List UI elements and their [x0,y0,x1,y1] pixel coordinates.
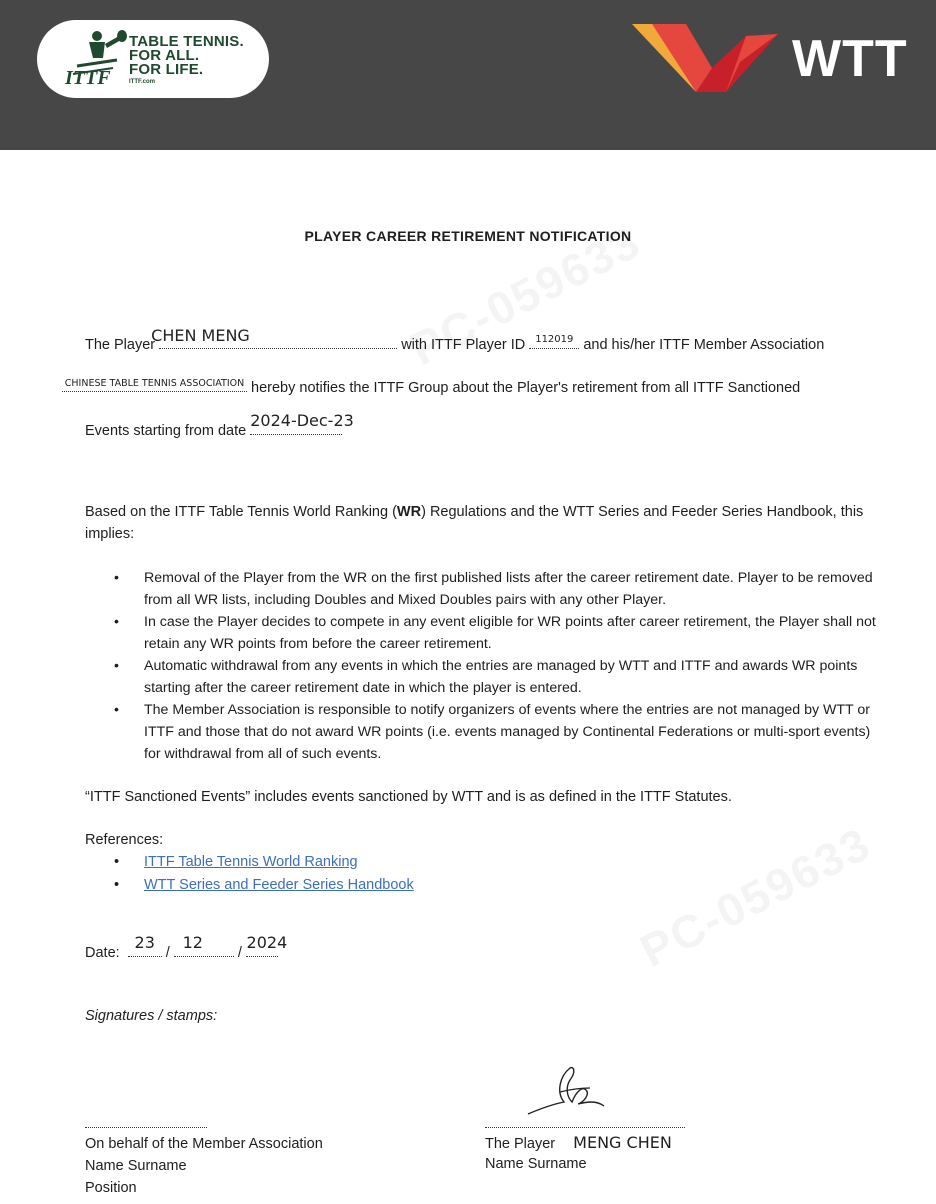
definition-paragraph: “ITTF Sanctioned Events” includes events sanctioned by WTT and is as defined in the ITTF Statutes. [85,789,732,805]
document-title: PLAYER CAREER RETIREMENT NOTIFICATION [304,228,632,244]
date-from-value: 2024-Dec-23 [250,411,354,430]
intro-abbr: WR [396,504,422,520]
link-series-handbook[interactable]: WTT Series and Feeder Series Handbook [144,877,414,893]
association-signature-block [85,1133,445,1199]
reference-item: • WTT Series and Feeder Series Handbook [114,877,414,893]
date-year-value: 2024 [246,933,288,952]
association-value: CHINESE TABLE TENNIS ASSOCIATION [64,378,245,389]
list-item: • Automatic withdrawal from any events in which the entries are managed by WTT and ITTF and awards WR points starting after the career retirement date in which the player is entered. [114,658,858,696]
implications-list [85,567,885,765]
wtt-chevron-icon [630,22,780,94]
list-item: • Removal of the Player from the WR on the first published lists after the career retirement date. Player to be removed from all WR lists, including Doubles and Mixed Doubles pairs with any other Player. [114,570,873,608]
date-label: Date: [85,945,120,961]
handwritten-signature-icon [520,1062,610,1124]
references-list [85,851,685,897]
date-sep-2: / [237,945,242,961]
date-line [85,933,288,961]
player-id-label: with ITTF Player ID [401,337,526,353]
association-field [62,375,247,392]
player-line-prefix: The Player [85,337,156,353]
player-line-suffix: and his/her ITTF Member Association [583,337,825,353]
association-signature-line [85,1126,207,1128]
date-from-field [250,411,354,435]
association-line-text: hereby notifies the ITTF Group about the Player's retirement from all ITTF Sanctioned [251,380,801,396]
association-position-label: Position [85,1180,137,1196]
header-banner [0,0,936,150]
date-from-label: Events starting from date [85,423,247,439]
list-item: • The Member Association is responsible to notify organizers of events where the entries are not managed by WTT or ITTF and those that do not award WR points (i.e. events managed by Continental Federations or multi-sport events) for withdrawal from all of such events. [114,702,871,762]
wtt-wordmark: WTT [792,30,908,88]
signatures-label: Signatures / stamps: [85,1008,218,1024]
date-day-value: 23 [134,933,155,952]
ittf-emblem-text: ITTF [65,67,111,88]
list-item: • In case the Player decides to compete in any event eligible for WR points after career retirement, the Player shall not retain any WR points from before the career retirement. [114,614,876,652]
references-heading: References: [85,832,164,848]
date-month-field [174,933,234,957]
player-signature-name: MENG CHEN [573,1133,672,1152]
date-from-line [85,411,354,439]
date-day-field [128,933,162,957]
player-line [85,326,825,353]
intro-part-1: Based on the ITTF Table Tennis World Ranking ( [85,504,397,520]
player-name-surname-label: Name Surname [485,1156,587,1172]
tagline-line-3: FOR LIFE. [129,61,204,78]
intro-part-2: ) Regulations and the WTT Series and Feeder Series Handbook, this implies: [85,504,864,542]
intro-paragraph [85,501,885,545]
player-signature-line [485,1126,685,1128]
link-world-ranking[interactable]: ITTF Table Tennis World Ranking [144,854,358,870]
association-signature-label: On behalf of the Member Association [85,1136,323,1152]
player-id-field [529,332,579,349]
player-signature-label-line [485,1133,672,1152]
association-name-label: Name Surname [85,1158,187,1174]
date-sep-1: / [165,945,170,961]
date-year-field [246,933,288,957]
player-id-value: 112019 [535,334,574,345]
player-name-field [151,326,397,349]
date-month-value: 12 [182,933,203,952]
ittf-logo [37,20,269,98]
association-line [62,375,800,396]
player-name-value: CHEN MENG [151,326,250,345]
reference-item: • ITTF Table Tennis World Ranking [114,854,358,870]
ittf-emblem-icon [59,30,129,88]
ittf-tagline [129,35,244,77]
tagline-line-1: TABLE TENNIS. [129,33,244,50]
player-signature-label: The Player [485,1136,556,1152]
ittf-url: ITTF.com [129,79,156,85]
tagline-line-2: FOR ALL. [129,47,200,64]
